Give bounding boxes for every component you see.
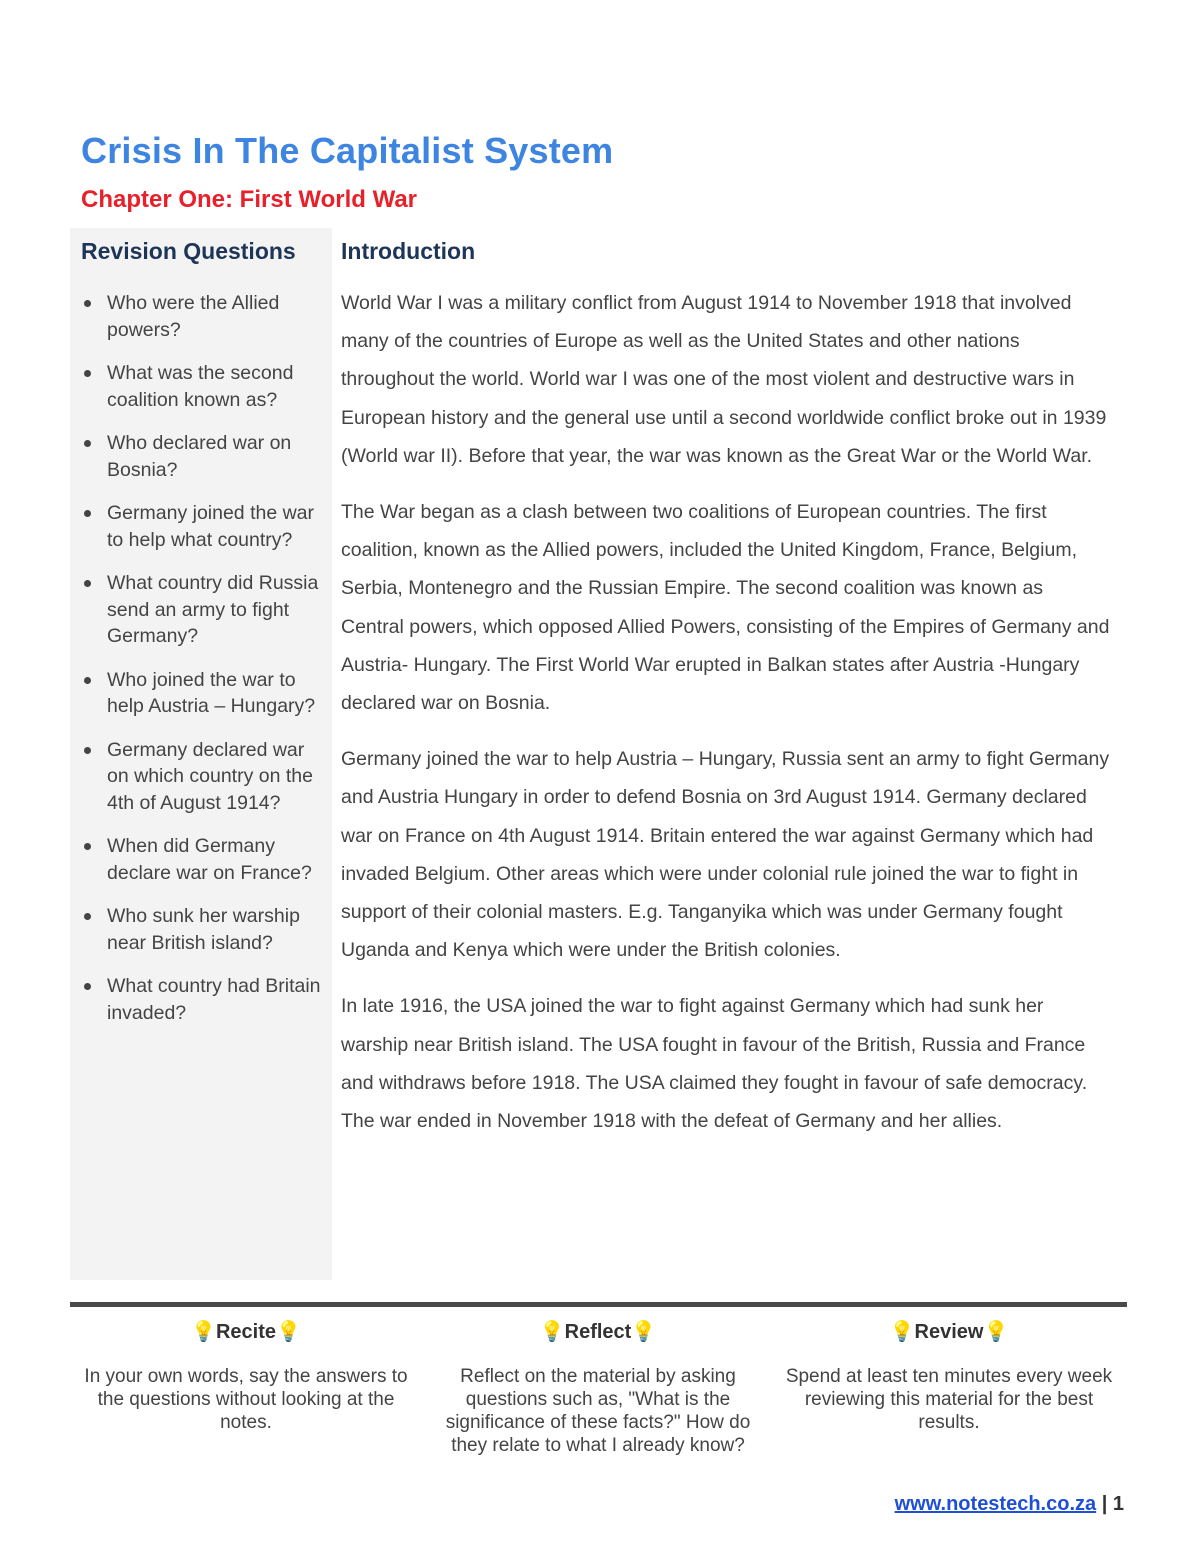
reflect-title-text: Reflect (564, 1321, 632, 1343)
intro-paragraph: Germany joined the war to help Austria – Hungary, Russia sent an army to fight Germany and Austria Hungary in order to defend Bosnia on 3rd August 1914. Germany declared war on France on 4th August 1914. Britain entered the war against Germany which had invaded Belgium. Other areas which were under colonial rule joined the war to fight in support of their colonial masters. E.g. Tanganyika which was under Germany fought Uganda and Kenya which were under the British colonies. (341, 748, 1110, 962)
bullet-icon (84, 747, 91, 754)
reflect-tip (428, 1318, 768, 1457)
revision-questions-list (70, 290, 332, 1043)
question-item (70, 833, 332, 886)
question-text: When did Germany declare war on France? (107, 835, 312, 884)
recite-title (76, 1318, 416, 1346)
bullet-icon (84, 580, 91, 587)
revision-questions-heading: Revision Questions (81, 238, 296, 264)
question-item (70, 290, 332, 343)
revision-questions-panel (70, 228, 332, 1280)
page-number: 1 (1112, 1493, 1124, 1515)
bullet-icon (84, 983, 91, 990)
question-text: Who sunk her warship near British island? (107, 905, 300, 954)
question-item (70, 570, 332, 650)
intro-paragraph: The War began as a clash between two coalitions of European countries. The first coalition, known as the Allied powers, included the United Kingdom, France, Belgium, Serbia, Montenegro and the Russian Empire. The second coalition was known as Central powers, which opposed Allied Powers, consisting of the Empires of Germany and Austria- Hungary. The First World War erupted in Balkan states after Austria -Hungary declared war on Bosnia. (341, 501, 1110, 715)
question-item (70, 500, 332, 553)
question-text: Who were the Allied powers? (107, 292, 280, 341)
intro-paragraph: World War I was a military conflict from August 1914 to November 1918 that involved many of the countries of Europe as well as the United States and other nations throughout the world. World war I was one of the most violent and destructive wars in European history and the general use until a second worldwide conflict broke out in 1939 (World war II). Before that year, the war was known as the Great War or the World War. (341, 292, 1107, 467)
page-footer (895, 1493, 1124, 1516)
bullet-icon (84, 300, 91, 307)
question-text: What was the second coalition known as? (107, 362, 294, 411)
question-item (70, 430, 332, 483)
reflect-text: Reflect on the material by asking questions such as, "What is the significance of these facts?" How do they relate to what I already know? (445, 1366, 751, 1456)
bullet-icon (84, 843, 91, 850)
bullet-icon (84, 510, 91, 517)
question-item (70, 737, 332, 817)
question-text: Germany joined the war to help what country? (107, 502, 315, 551)
question-item (70, 667, 332, 720)
lightbulb-icon: 💡 (191, 1321, 216, 1343)
introduction-body (341, 284, 1111, 1158)
bullet-icon (84, 913, 91, 920)
review-tip (779, 1318, 1119, 1434)
recite-text: In your own words, say the answers to the questions without looking at the notes. (84, 1366, 408, 1433)
lightbulb-icon: 💡 (889, 1321, 915, 1343)
website-link[interactable]: www.notestech.co.za (894, 1493, 1097, 1515)
question-item (70, 973, 332, 1026)
introduction-heading: Introduction (341, 238, 476, 264)
lightbulb-icon: 💡 (631, 1321, 657, 1343)
question-item (70, 903, 332, 956)
question-text: Who joined the war to help Austria – Hungary? (107, 668, 316, 717)
lightbulb-icon: 💡 (539, 1321, 565, 1343)
recite-tip (76, 1318, 416, 1434)
question-text: What country did Russia send an army to fight Germany? (107, 572, 319, 647)
footer-separator: | (1101, 1493, 1108, 1515)
bullet-icon (84, 677, 91, 684)
reflect-title (428, 1318, 768, 1346)
bullet-icon (84, 370, 91, 377)
bullet-icon (84, 440, 91, 447)
question-item (70, 360, 332, 413)
section-divider (70, 1302, 1127, 1307)
recite-title-text: Recite (215, 1321, 277, 1343)
question-text: What country had Britain invaded? (107, 975, 321, 1024)
review-title-text: Review (914, 1321, 984, 1343)
review-text: Spend at least ten minutes every week reviewing this material for the best results. (785, 1366, 1113, 1433)
document-title: Crisis In The Capitalist System (81, 130, 614, 171)
lightbulb-icon: 💡 (983, 1321, 1009, 1343)
question-text: Germany declared war on which country on the 4th of August 1914? (107, 738, 313, 814)
intro-paragraph: In late 1916, the USA joined the war to fight against Germany which had sunk her warship near British island. The USA fought in favour of the British, Russia and France and withdraws before 1918. The USA claimed they fought in favour of safe democracy. The war ended in November 1918 with the defeat of Germany and her allies. (341, 995, 1088, 1133)
review-title (779, 1318, 1119, 1346)
question-text: Who declared war on Bosnia? (107, 432, 292, 481)
lightbulb-icon: 💡 (276, 1321, 301, 1343)
chapter-subtitle: Chapter One: First World War (81, 186, 418, 213)
